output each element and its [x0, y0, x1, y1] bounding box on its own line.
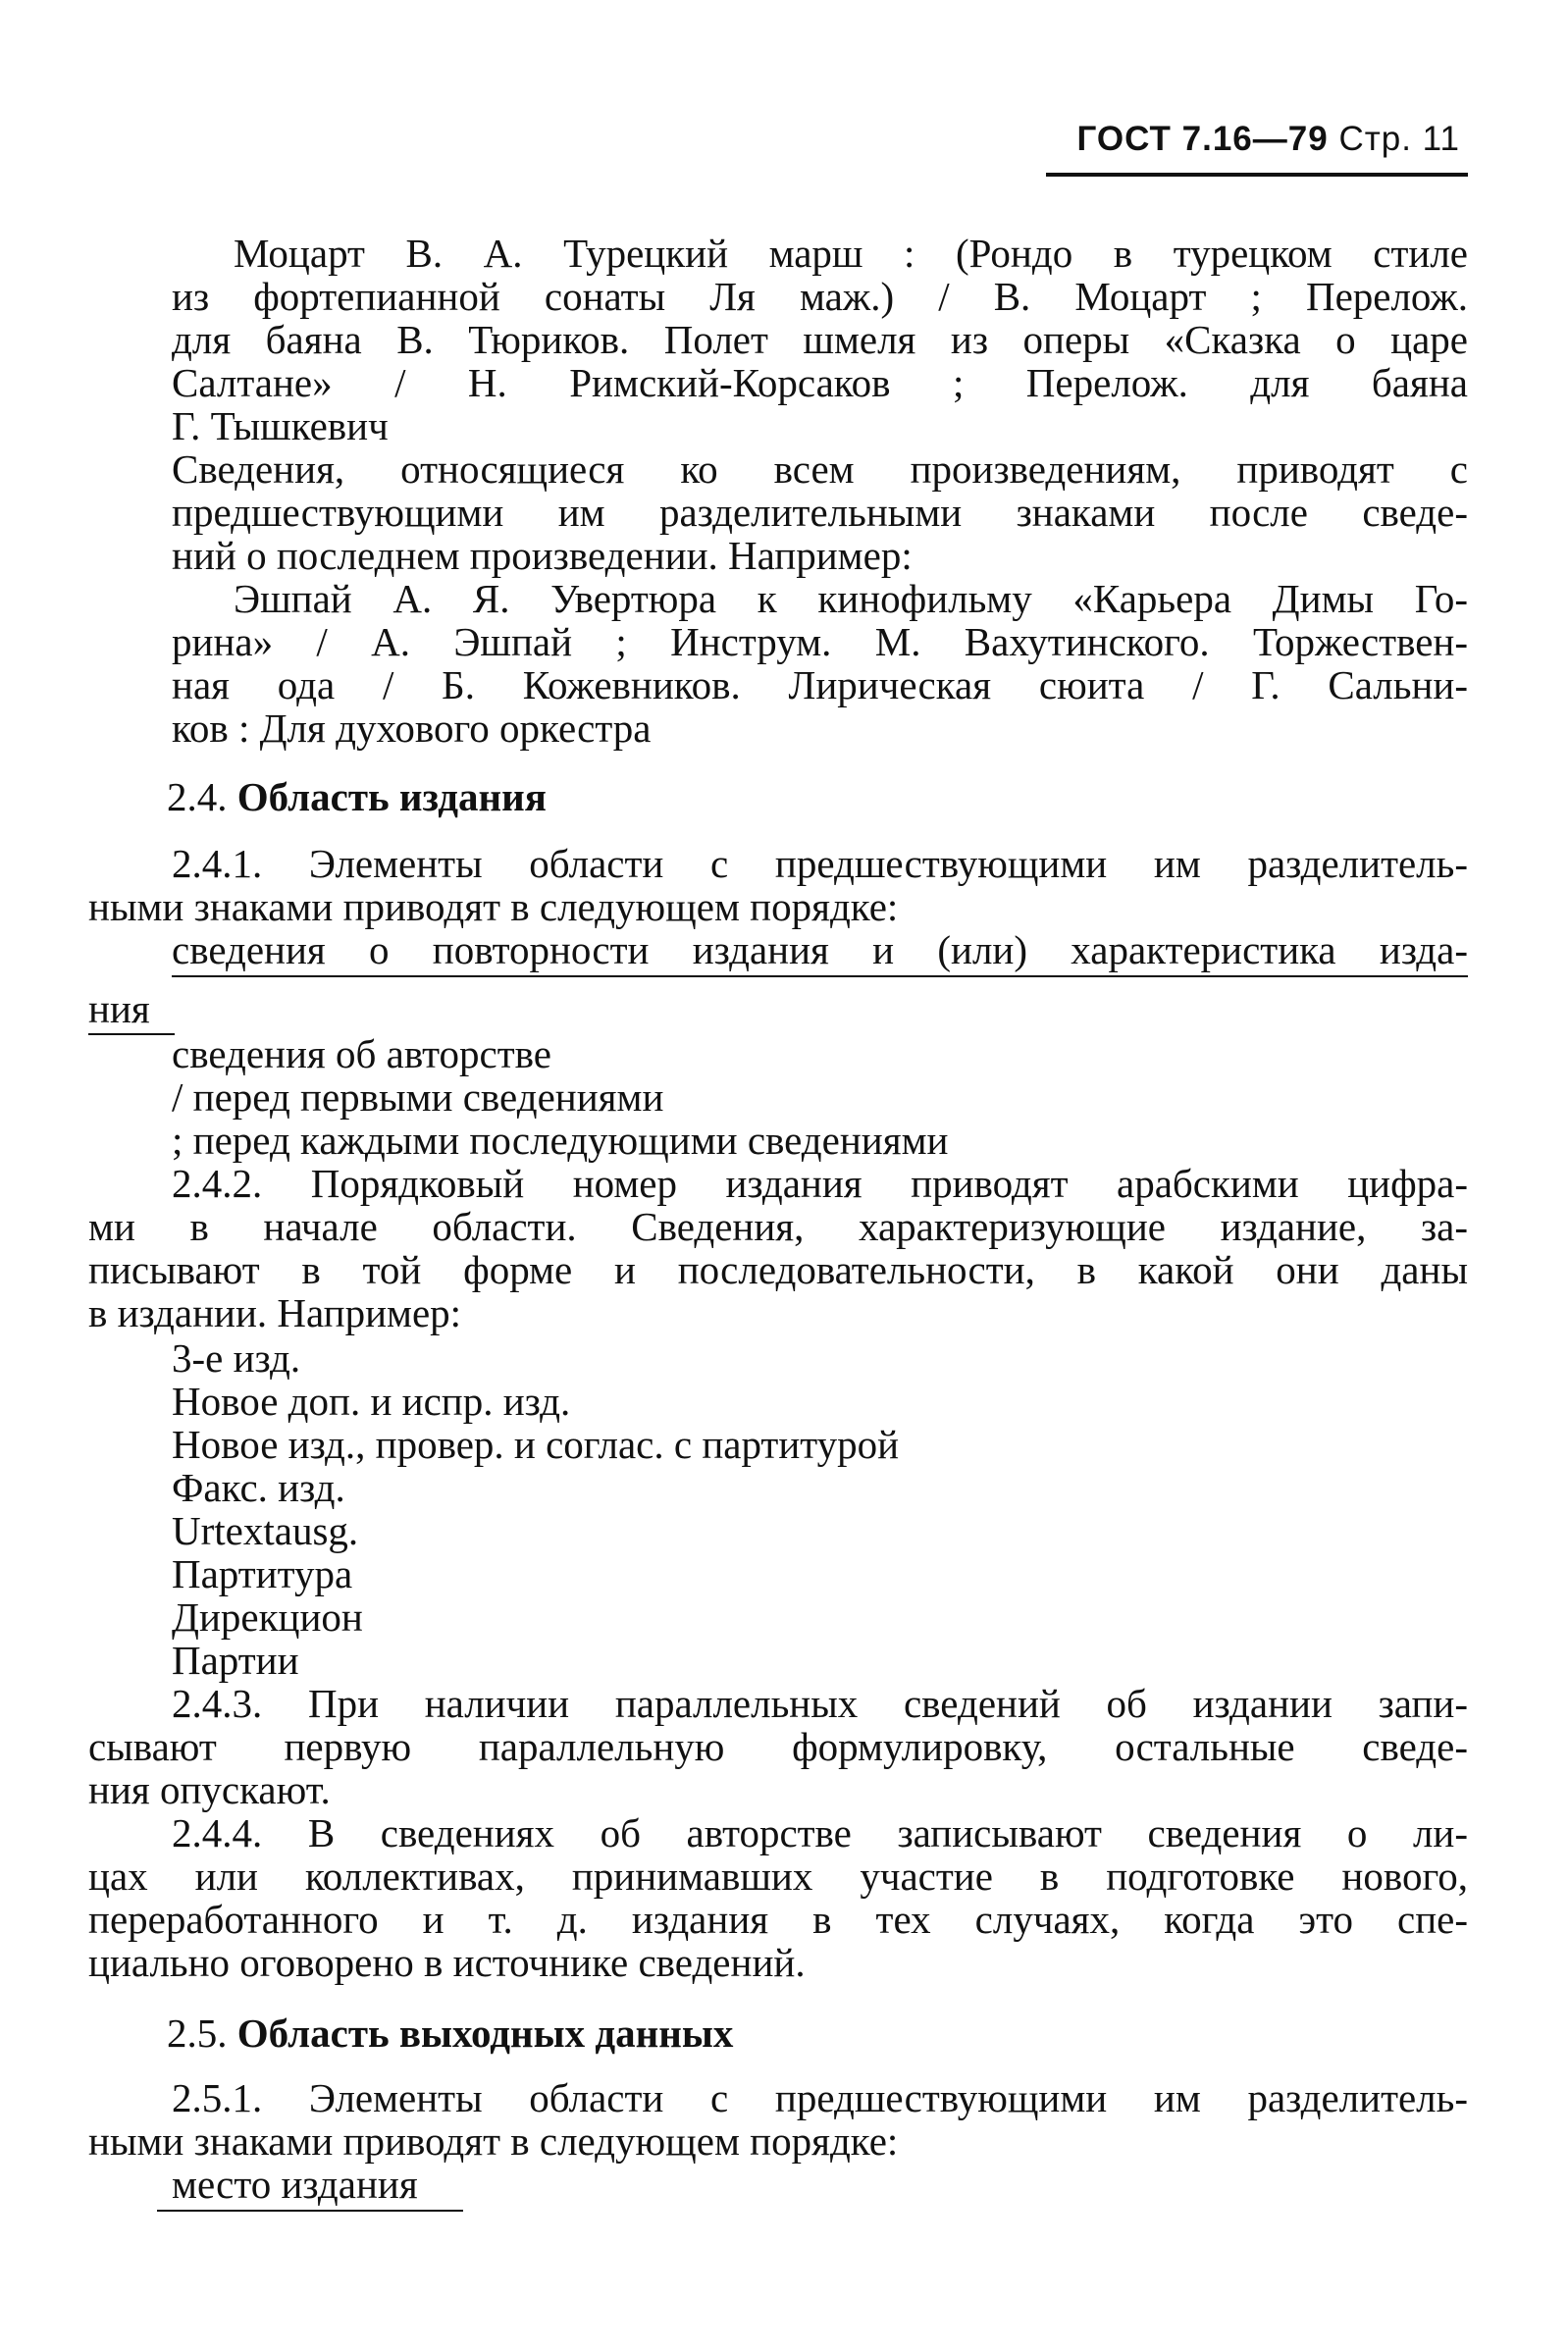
clause-2-4-1-line-2: ными знаками приводят в следующем порядке:: [88, 884, 899, 929]
example-item: Новое доп. и испр. изд.: [172, 1379, 571, 1424]
section-title: Область выходных данных: [236, 2011, 734, 2056]
example-mozart-line-5: Г. Тышкевич: [172, 403, 389, 448]
element-list-first-info: / перед первыми сведениями: [172, 1074, 664, 1120]
example-item: Дирекцион: [172, 1594, 363, 1640]
example-item: Новое изд., провер. и соглас. с партитурой: [172, 1422, 900, 1467]
section-title: Область издания: [236, 774, 547, 819]
header-rule: [1046, 173, 1468, 177]
clause-2-5-1-line-2: ными знаками приводят в следующем порядке:: [88, 2118, 899, 2164]
section-heading-2-4: [167, 775, 547, 818]
section-number: 2.4.: [167, 774, 228, 819]
clause-2-4-3-line-2: сывают первую параллельную формулировку, остальные сведе-: [88, 1724, 1468, 1769]
clause-2-5-1-line-1: 2.5.1. Элементы области с предшествующими им разделитель-: [172, 2075, 1468, 2120]
underline-place-of-publication: [157, 2210, 463, 2212]
section-number: 2.5.: [167, 2011, 228, 2056]
example-mozart-line-4: Салтане» / Н. Римский-Корсаков ; Перелож. для баяна: [172, 360, 1468, 405]
example-eshpai-line-4: ков : Для духового оркестра: [172, 705, 652, 751]
element-list-edition-line-2: ния: [88, 986, 150, 1031]
clause-2-4-4-line-1: 2.4.4. В сведениях об авторстве записывают сведения о ли-: [172, 1810, 1468, 1855]
clause-2-4-3-line-1: 2.4.3. При наличии параллельных сведений об издании запи-: [172, 1681, 1468, 1726]
example-item: 3-е изд.: [172, 1335, 301, 1381]
clause-2-4-2-line-2: ми в начале области. Сведения, характеризующие издание, за-: [88, 1204, 1468, 1249]
example-eshpai-line-1: Эшпай А. Я. Увертюра к кинофильму «Карьера Димы Го-: [234, 576, 1468, 621]
element-list-authorship: сведения об авторстве: [172, 1031, 551, 1076]
clause-2-4-4-line-2: цах или коллективах, принимавших участие в подготовке нового,: [88, 1854, 1468, 1899]
element-list-place-of-publication: место издания: [172, 2162, 418, 2207]
example-eshpai-line-2: рина» / А. Эшпай ; Инструм. М. Вахутинского. Торжествен-: [172, 619, 1468, 664]
example-mozart-line-2: из фортепианной сонаты Ля маж.) / В. Моцарт ; Перелож.: [172, 274, 1468, 319]
example-item: Партитура: [172, 1551, 353, 1596]
element-list-edition-line-1: сведения о повторности издания и (или) характеристика изда-: [172, 927, 1468, 972]
clause-2-4-4-line-4: циально оговорено в источнике сведений.: [88, 1940, 806, 1985]
paragraph-common-info-line-3: ний о последнем произведении. Например:: [172, 533, 913, 578]
example-item: Urtextausg.: [172, 1508, 359, 1553]
gost-number: ГОСТ 7.16—79: [1076, 120, 1329, 158]
example-eshpai-line-3: ная ода / Б. Кожевников. Лирическая сюита / Г. Сальни-: [172, 662, 1468, 707]
clause-2-4-3-line-3: ния опускают.: [88, 1767, 331, 1812]
page-number: Стр. 11: [1338, 120, 1460, 158]
clause-2-4-1-line-1: 2.4.1. Элементы области с предшествующими им разделитель-: [172, 841, 1468, 886]
example-mozart-line-1: Моцарт В. А. Турецкий марш : (Рондо в турецком стиле: [234, 231, 1468, 276]
clause-2-4-4-line-3: переработанного и т. д. издания в тех случаях, когда это спе-: [88, 1897, 1468, 1942]
clause-2-4-2-line-3: писывают в той форме и последовательности, в какой они даны: [88, 1247, 1468, 1292]
underline-edition-statement-cont: [88, 1033, 175, 1035]
example-mozart-line-3: для баяна В. Тюриков. Полет шмеля из оперы «Сказка о царе: [172, 317, 1468, 362]
section-heading-2-5: [167, 2011, 733, 2055]
example-item: Партии: [172, 1638, 299, 1683]
clause-2-4-2-line-4: в издании. Например:: [88, 1290, 462, 1335]
example-item: Факс. изд.: [172, 1465, 345, 1510]
underline-edition-statement: [172, 975, 1468, 977]
page-header: [1077, 120, 1460, 159]
element-list-subsequent-info: ; перед каждыми последующими сведениями: [172, 1118, 949, 1163]
clause-2-4-2-line-1: 2.4.2. Порядковый номер издания приводят арабскими цифра-: [172, 1161, 1468, 1206]
paragraph-common-info-line-2: предшествующими им разделительными знаками после сведе-: [172, 490, 1468, 535]
paragraph-common-info-line-1: Сведения, относящиеся ко всем произведениям, приводят с: [172, 446, 1468, 492]
